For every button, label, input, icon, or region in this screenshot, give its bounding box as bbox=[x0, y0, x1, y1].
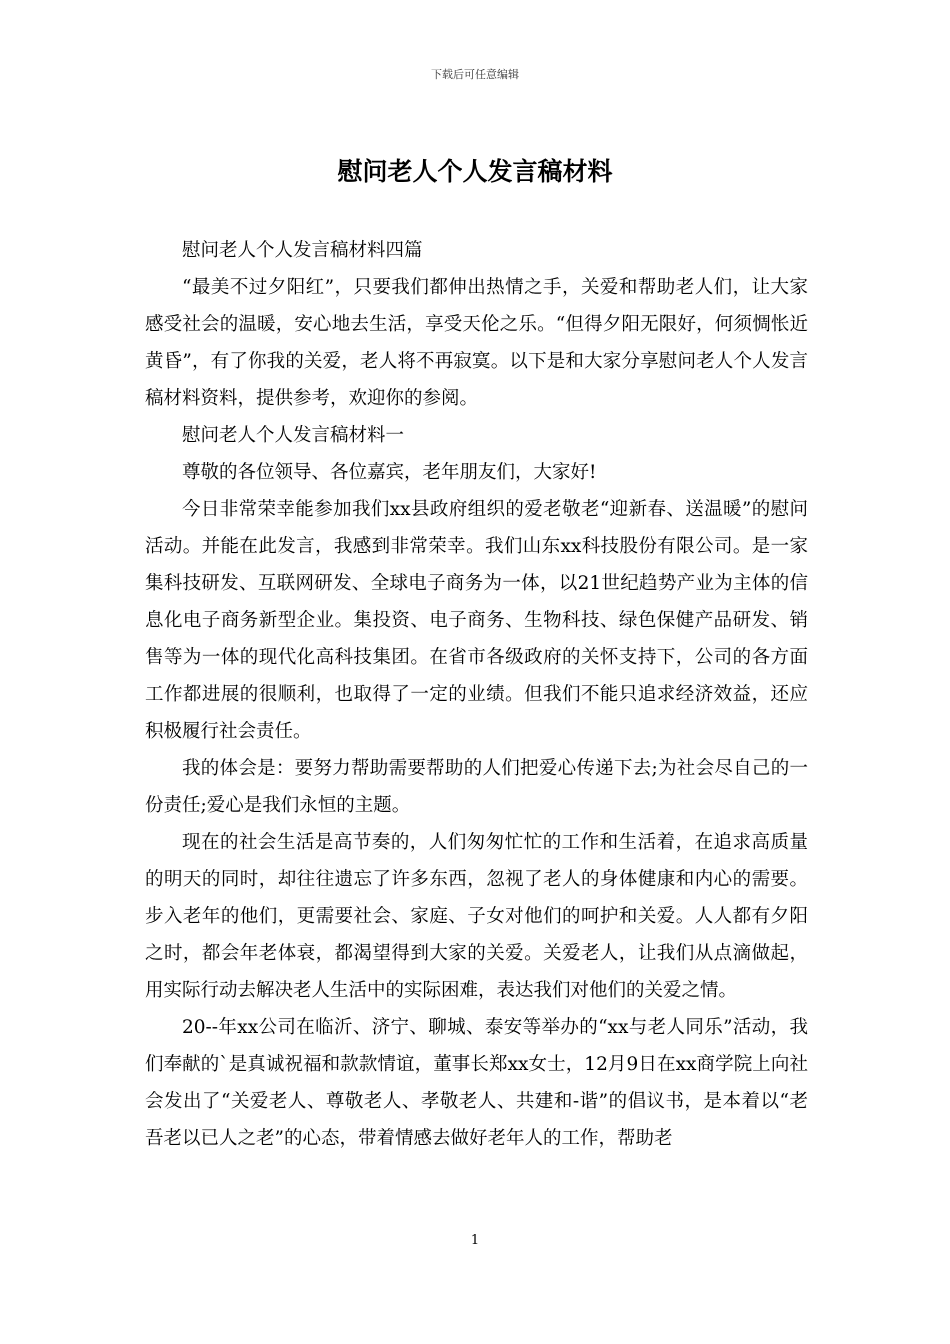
paragraph-intro: “最美不过夕阳红”，只要我们都伸出热情之手，关爱和帮助老人们，让大家感受社会的温暖，安心地去生活，享受天伦之乐。“但得夕阳无限好，何须惆怅近黄昏”，有了你我的关爱，老人将不再寂寞。以下是和大家分享慰问老人个人发言稿材料资料，提供参考，欢迎你的参阅。 bbox=[145, 277, 808, 409]
document-body bbox=[145, 232, 808, 1157]
paragraph-experience: 我的体会是：要努力帮助需要帮助的人们把爱心传递下去;为社会尽自己的一份责任;爱心是我们永恒的主题。 bbox=[145, 758, 808, 816]
page-number: 1 bbox=[470, 1233, 480, 1248]
paragraph-activity: 20--年xx公司在临沂、济宁、聊城、泰安等举办的“xx与老人同乐”活动，我们奉献的`是真诚祝福和款款情谊，董事长郑xx女士，12月9日在xx商学院上向社会发出了“关爱老人、尊敬老人、孝敬老人、共建和-谐”的倡议书，是本着以“老吾老以已人之老”的心态，带着情感去做好老年人的工作，帮助老 bbox=[145, 1017, 808, 1149]
paragraph-society: 现在的社会生活是高节奏的，人们匆匆忙忙的工作和生活着，在追求高质量的明天的同时，却往往遗忘了许多东西，忽视了老人的身体健康和内心的需要。步入老年的他们，更需要社会、家庭、子女对他们的呵护和关爱。人人都有夕阳之时，都会年老体衰，都渴望得到大家的关爱。关爱老人，让我们从点滴做起，用实际行动去解决老人生活中的实际困难，表达我们对他们的关爱之情。 bbox=[145, 832, 808, 1001]
header-note: 下载后可任意编辑 bbox=[431, 68, 519, 81]
document-title: 慰问老人个人发言稿材料 bbox=[337, 157, 613, 186]
paragraph-greeting: 尊敬的各位领导、各位嘉宾，老年朋友们，大家好! bbox=[182, 462, 597, 483]
paragraph-section-heading: 慰问老人个人发言稿材料一 bbox=[182, 425, 405, 446]
paragraph-subtitle: 慰问老人个人发言稿材料四篇 bbox=[182, 240, 423, 261]
paragraph-company: 今日非常荣幸能参加我们xx县政府组织的爱老敬老“迎新春、送温暖”的慰问活动。并能在此发言，我感到非常荣幸。我们山东xx科技股份有限公司。是一家集科技研发、互联网研发、全球电子商务为一体，以21世纪趋势产业为主体的信息化电子商务新型企业。集投资、电子商务、生物科技、绿色保健产品研发、销售等为一体的现代化高科技集团。在省市各级政府的关怀支持下，公司的各方面工作都进展的很顺利，也取得了一定的业绩。但我们不能只追求经济效益，还应积极履行社会责任。 bbox=[145, 499, 808, 742]
